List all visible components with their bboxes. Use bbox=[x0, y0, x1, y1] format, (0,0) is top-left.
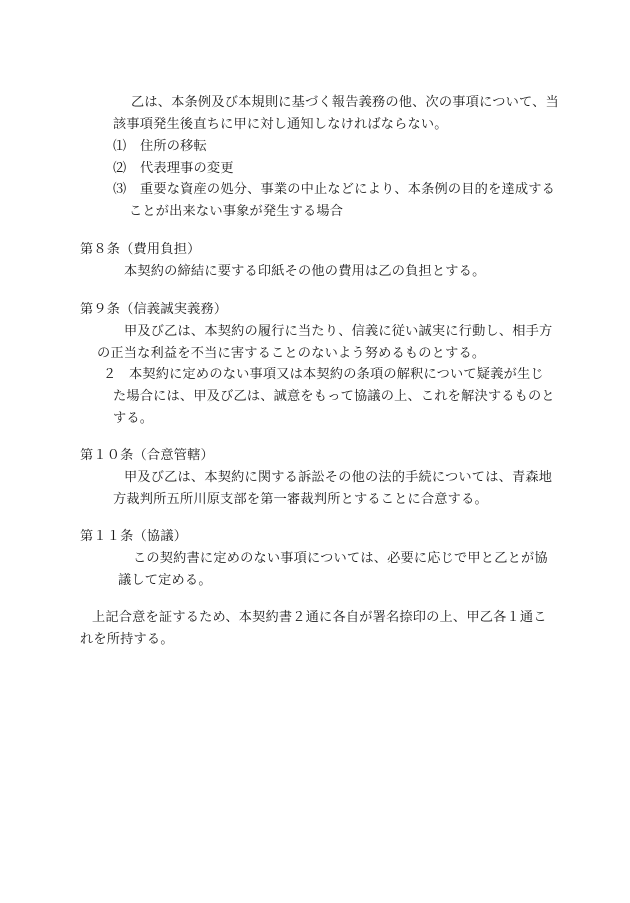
article-9-heading: 第９条（信義誠実義務） bbox=[80, 302, 228, 317]
article-11-line-1: この契約書に定めのない事項については、必要に応じで甲と乙とが協 bbox=[133, 551, 548, 566]
item-3-text: 重要な資産の処分、事業の中止などにより、本条例の目的を達成する bbox=[140, 182, 556, 197]
article-8-body: 本契約の締結に要する印紙その他の費用は乙の負担とする。 bbox=[124, 264, 486, 279]
item-1-number: ⑴ bbox=[113, 139, 127, 154]
closing-line-2: れを所持する。 bbox=[80, 632, 174, 647]
article-9-p2-number: ２ bbox=[103, 367, 117, 382]
item-2-text: 代表理事の変更 bbox=[140, 161, 234, 176]
article-8-heading: 第８条（費用負担） bbox=[80, 242, 201, 257]
intro-line-1: 乙は、本条例及び本規則に基づく報告義務の他、次の事項について、当 bbox=[131, 95, 559, 110]
item-2-number: ⑵ bbox=[113, 161, 127, 176]
article-10-line-1: 甲及び乙は、本契約に関する訴訟その他の法的手続については、青森地 bbox=[124, 470, 553, 485]
item-3-number: ⑶ bbox=[113, 182, 127, 197]
item-1-text: 住所の移転 bbox=[140, 139, 207, 154]
article-11-heading: 第１１条（協議） bbox=[80, 529, 188, 544]
item-3-continuation: ことが出来ない事象が発生する場合 bbox=[129, 204, 344, 219]
article-9-p2-line-1: 本契約に定めのない事項又は本契約の条項の解釈について疑義が生じ bbox=[129, 367, 544, 382]
article-9-p1-line-2: の正当な利益を不当に害することのないよう努めるものとする。 bbox=[97, 346, 486, 361]
article-9-p1-line-1: 甲及び乙は、本契約の履行に当たり、信義に従い誠実に行動し、相手方 bbox=[124, 324, 553, 339]
article-10-line-2: 方裁判所五所川原支部を第一審裁判所とすることに合意する。 bbox=[113, 492, 488, 507]
article-10-heading: 第１０条（合意管轄） bbox=[80, 448, 214, 463]
article-9-p2-line-2: た場合には、甲及び乙は、誠意をもって協議の上、これを解決するものと bbox=[113, 389, 555, 404]
closing-line-1: 上記合意を証するため、本契約書２通に各自が署名捺印の上、甲乙各１通こ bbox=[92, 610, 547, 625]
intro-line-2: 該事項発生後直ちに甲に対し通知しなければならない。 bbox=[113, 117, 448, 132]
article-11-line-2: 議して定める。 bbox=[118, 573, 212, 588]
article-9-p2-line-3: する。 bbox=[113, 411, 154, 426]
